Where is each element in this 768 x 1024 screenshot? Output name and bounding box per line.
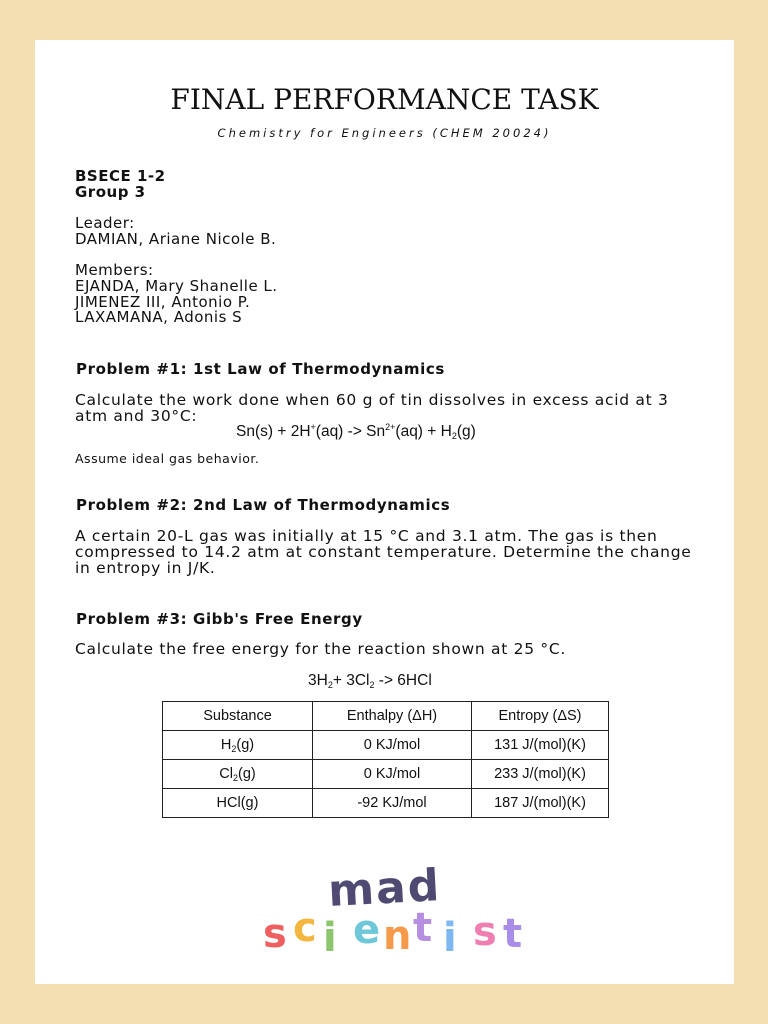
member-name: LAXAMANA, Adonis S [75,308,243,326]
table-cell-enthalpy: 0 KJ/mol [313,731,472,760]
table-cell-enthalpy: -92 KJ/mol [313,789,472,818]
table-cell-enthalpy: 0 KJ/mol [313,760,472,789]
table-header-row [163,702,609,731]
members-label: Members: [75,261,154,279]
table-cell-entropy: 233 J/(mol)(K) [472,760,609,789]
logo-scientist-text [263,905,522,961]
group-label: Group 3 [75,183,146,201]
logo-mad-text: mad [326,860,443,917]
page-subtitle: Chemistry for Engineers (CHEM 20024) [217,126,552,140]
table-header: Enthalpy (ΔH) [313,702,472,731]
logo-letter: i [323,915,337,961]
logo-letter: t [503,911,523,957]
table-header: Substance [163,702,313,731]
problem-3-equation: $3H_2+ 3Cl_2 -> 6HCl$ [308,672,432,690]
problem-3-title: Problem #3: Gibb's Free Energy [76,610,363,628]
table-cell-substance: $H_2(g)$ [163,731,313,760]
logo-letter: i [443,915,457,961]
logo-letter: s [263,911,287,957]
section-label: BSECE 1-2 [75,167,166,185]
member-name: JIMENEZ III, Antonio P. [75,293,251,311]
table-row [163,789,609,818]
problem-1-title: Problem #1: 1st Law of Thermodynamics [76,360,445,378]
table-cell-entropy: 187 J/(mol)(K) [472,789,609,818]
leader-label: Leader: [75,214,135,232]
logo-letter: t [413,905,433,951]
logo-letter: c [293,905,317,951]
table-row [163,731,609,760]
leader-name: DAMIAN, Ariane Nicole B. [75,230,277,248]
problem-1-equation: $Sn(s) + 2H^+(aq) -> Sn^{2+}(aq) + H_2(g)$ [236,422,476,441]
problem-3-text: Calculate the free energy for the reaction shown at 25 °C. [75,640,566,658]
table-cell-substance: $Cl_2(g)$ [163,760,313,789]
problem-2-text: A certain 20-L gas was initially at 15 °C and 3.1 atm. The gas is then compressed to 14.2 atm at constant temperature. Determine the change in entropy in J/K. [75,527,692,577]
mad-scientist-logo [255,860,523,961]
table-cell-substance: HCl(g) [163,789,313,818]
document-page [35,40,734,984]
table-row [163,760,609,789]
problem-1-note: Assume ideal gas behavior. [75,451,260,466]
logo-letter: s [473,909,497,955]
table-header: Entropy (ΔS) [472,702,609,731]
table-cell-entropy: 131 J/(mol)(K) [472,731,609,760]
member-name: EJANDA, Mary Shanelle L. [75,277,278,295]
problem-1-text: Calculate the work done when 60 g of tin dissolves in excess acid at 3 atm and 30°C: [75,391,669,425]
thermo-table [162,701,609,818]
problem-2-title: Problem #2: 2nd Law of Thermodynamics [76,496,451,514]
logo-letter: n [383,913,412,959]
page-title: FINAL PERFORMANCE TASK [170,83,599,116]
logo-letter: e [353,907,381,953]
